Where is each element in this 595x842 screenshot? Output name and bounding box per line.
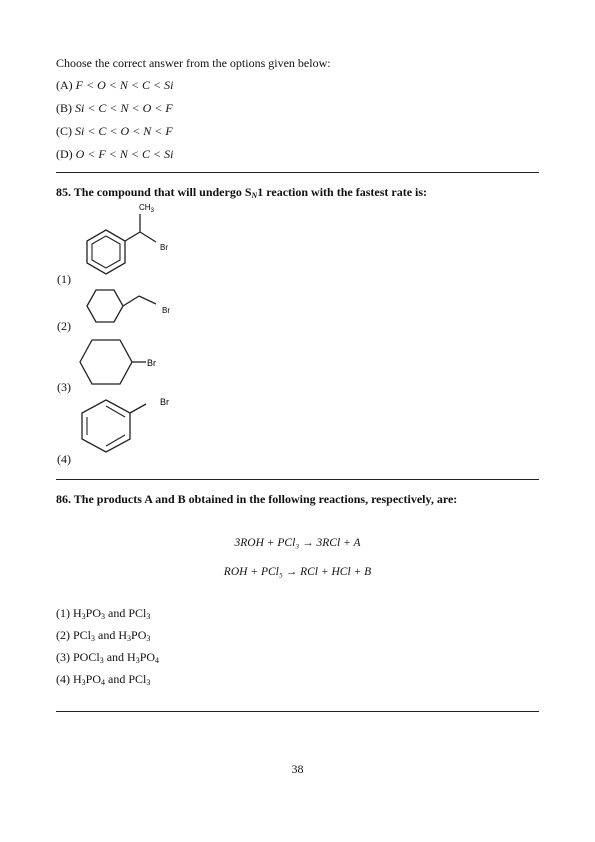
divider (56, 479, 539, 480)
answer-option-3: (3) POCl$_3$ and $H_3PO_4$ (56, 650, 160, 665)
br-label: Br (147, 358, 156, 368)
label-4: (4) (57, 452, 71, 466)
option-d: (D) O < F < N < C < Si (56, 147, 174, 161)
label-1: (1) (57, 272, 71, 286)
option-c: (C) Si < C < O < N < F (56, 124, 173, 138)
structure-3 (76, 334, 186, 394)
answer-option-2: (2) PCl$_3$ and $H_3PO_3$ (56, 628, 151, 643)
label-2: (2) (57, 319, 71, 333)
br-label: Br (160, 243, 168, 252)
instruction-text: Choose the correct answer from the options given below: (56, 56, 331, 70)
ch3-label: $CH_3$ (139, 203, 154, 214)
br-label: Br (160, 397, 169, 407)
divider (56, 172, 539, 173)
page-number: 38 (291, 762, 304, 776)
answer-option-4: (4) $H_3PO_4$ and PCl$_3$ (56, 672, 151, 687)
label-3: (3) (57, 380, 71, 394)
question-85-heading: 85. The compound that will undergo $S_N1$ reaction with the fastest rate is: (56, 185, 428, 200)
option-a: (A) F < O < N < C < Si (56, 78, 174, 92)
structure-2 (76, 282, 186, 332)
structure-1 (76, 198, 186, 288)
divider (56, 711, 539, 712)
question-86-heading: 86. The products A and B obtained in the following reactions, respectively, are: (56, 492, 458, 506)
option-b: (B) Si < C < N < O < F (56, 101, 173, 115)
reaction-2: ROH + PCl₅ → RCl + HCl + B (223, 566, 372, 578)
reaction-1: 3ROH + PCl₃ → 3RCl + A (234, 537, 361, 549)
br-label: Br (162, 306, 170, 315)
answer-option-1: (1) $H_3PO_3$ and PCl$_3$ (56, 606, 151, 621)
structure-4 (76, 392, 186, 462)
